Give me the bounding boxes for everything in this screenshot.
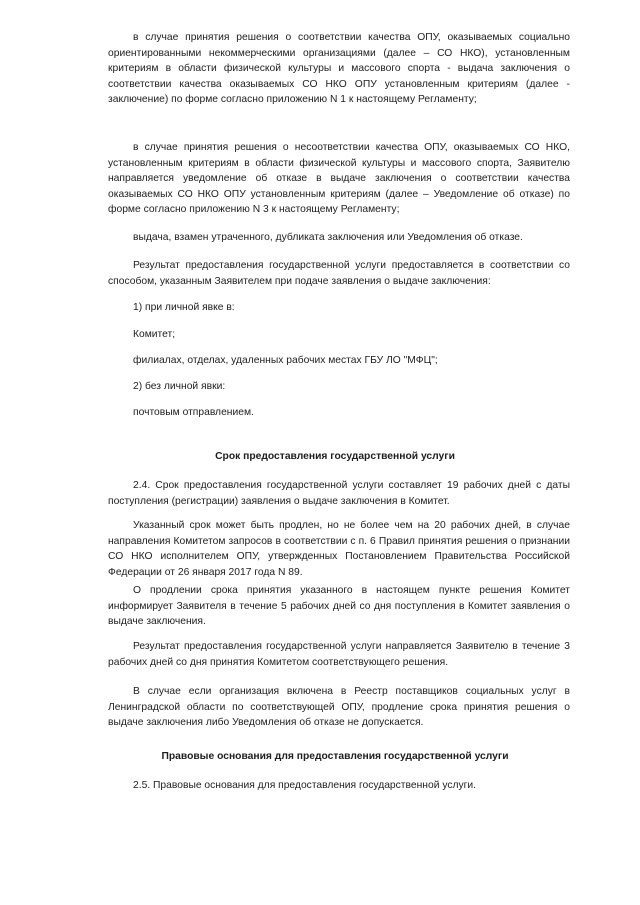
list-item-committee: Комитет;: [133, 329, 176, 340]
paragraph-term-2-4: 2.4. Срок предоставления государственной услуги составляет 19 рабочих дней с даты поступления (регистрации) заявления о выдаче заключения в Комитет.: [108, 480, 570, 507]
paragraph-registry: В случае если организация включена в Реестр поставщиков социальных услуг в Ленинградской области по соответствующей ОПУ, продление срока принятия решения о выдаче заключения либо Уведомления об отказе не допускается.: [108, 686, 570, 728]
paragraph-term-extension: Указанный срок может быть продлен, но не более чем на 20 рабочих дней, в случае направления Комитетом запросов в соответствии с п. 6 Правил принятия решения о признании СО НКО исполнителем ОПУ, утвержденных Постановлением Правительства Российской Федерации от 26 января 2017 года N 89.: [108, 520, 570, 578]
paragraph-decision-conformity: в случае принятия решения о соответствии качества ОПУ, оказываемых социально ориентированными некоммерческими организациями (далее – СО НКО), установленным критериям в области физической культуры и массового спорта - выдача заключения о соответствии качества оказываемых СО НКО ОПУ установленным критериям (далее - заключение) по форме согласно приложению N 1 к настоящему Регламенту;: [108, 32, 570, 105]
paragraph-duplicate: выдача, взамен утраченного, дубликата заключения или Уведомления об отказе.: [133, 232, 523, 243]
list-item-personal-visit: 1) при личной явке в:: [133, 302, 235, 313]
section-heading-term: Срок предоставления государственной услуги: [215, 451, 455, 462]
section-heading-legal-basis: Правовые основания для предоставления государственной услуги: [161, 751, 509, 762]
list-item-mfc: филиалах, отделах, удаленных рабочих местах ГБУ ЛО "МФЦ";: [133, 355, 438, 366]
paragraph-decision-nonconformity: в случае принятия решения о несоответствии качества ОПУ, оказываемых СО НКО, установленным критериям в области физической культуры и массового спорта, Заявителю направляется уведомление об отказе в выдаче заключения о соответствии качества оказываемых СО НКО ОПУ установленным критериям (далее – Уведомление об отказе) по форме согласно приложению N 3 к настоящему Регламенту;: [108, 142, 570, 215]
list-item-post: почтовым отправлением.: [133, 407, 254, 418]
paragraph-result-method: Результат предоставления государственной услуги предоставляется в соответствии со способом, указанным Заявителем при подаче заявления о выдаче заключения:: [108, 260, 570, 287]
list-item-no-visit: 2) без личной явки:: [133, 381, 226, 392]
paragraph-result-delivery: Результат предоставления государственной услуги направляется Заявителю в течение 3 рабочих дней со дня принятия Комитетом соответствующего решения.: [108, 641, 570, 668]
paragraph-extension-notice: О продлении срока принятия указанного в настоящем пункте решения Комитет информирует Заявителя в течение 5 рабочих дней со дня поступления в Комитет заявления о выдаче заключения.: [108, 585, 570, 627]
paragraph-legal-basis-2-5: 2.5. Правовые основания для предоставления государственной услуги.: [133, 780, 477, 791]
